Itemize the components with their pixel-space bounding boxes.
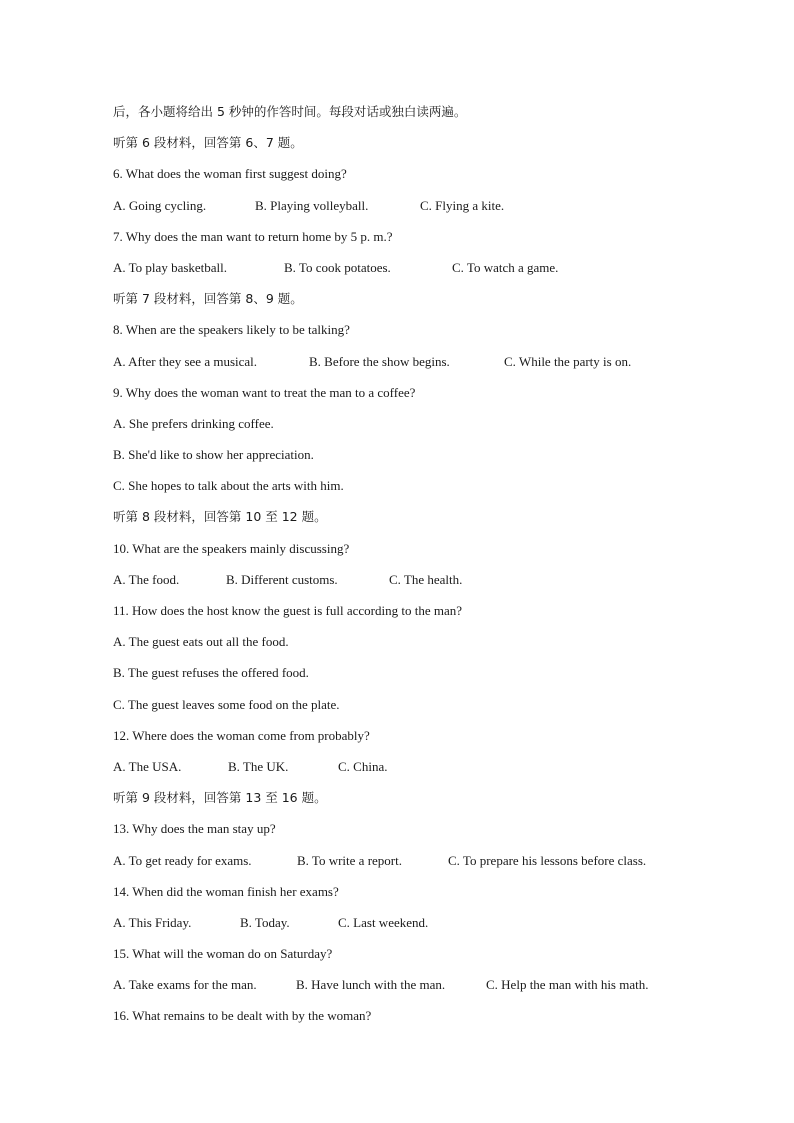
- option-c: C. While the party is on.: [504, 353, 632, 369]
- question-9: 9. Why does the woman want to treat the man to a coffee?: [113, 384, 416, 400]
- option-a: A. After they see a musical.: [113, 353, 258, 369]
- options-q6: [113, 196, 733, 227]
- option-a: A. This Friday.: [113, 914, 192, 930]
- options-q8: [113, 352, 733, 383]
- options-q10: [113, 570, 733, 601]
- options-q12: [113, 757, 733, 788]
- option-c: C. To watch a game.: [452, 259, 559, 275]
- section-header: 听第 6 段材料，回答第 6、7 题。: [113, 135, 303, 151]
- listening-section: [113, 102, 733, 1038]
- question-14: 14. When did the woman finish her exams?: [113, 883, 339, 899]
- question-10: 10. What are the speakers mainly discussing?: [113, 540, 350, 556]
- option-b: B. Different customs.: [226, 571, 338, 587]
- question-12: 12. Where does the woman come from probably?: [113, 727, 370, 743]
- option-c: C. Last weekend.: [338, 914, 429, 930]
- instructions-text: 后，各小题将给出 5 秒钟的作答时间。每段对话或独白读两遍。: [113, 104, 467, 119]
- option-c: C. She hopes to talk about the arts with him.: [113, 478, 344, 494]
- question-6: 6. What does the woman first suggest doing?: [113, 166, 347, 182]
- option-a: A. She prefers drinking coffee.: [113, 415, 274, 431]
- question-11: 11. How does the host know the guest is full according to the man?: [113, 603, 463, 618]
- options-q7: [113, 258, 733, 289]
- option-a: A. To get ready for exams.: [113, 852, 252, 868]
- section-header: 听第 7 段材料，回答第 8、9 题。: [113, 291, 303, 307]
- option-c: C. Help the man with his math.: [486, 977, 649, 993]
- option-b: B. The guest refuses the offered food.: [113, 665, 309, 681]
- options-q14: [113, 913, 733, 944]
- option-b: B. Before the show begins.: [309, 353, 450, 369]
- question-8: 8. When are the speakers likely to be talking?: [113, 322, 350, 338]
- option-a: A. The guest eats out all the food.: [113, 634, 289, 650]
- section-header: 听第 8 段材料，回答第 10 至 12 题。: [113, 509, 327, 525]
- option-b: B. To cook potatoes.: [284, 259, 391, 275]
- option-b: B. Have lunch with the man.: [296, 977, 446, 993]
- option-b: B. The UK.: [228, 758, 289, 774]
- option-b: B. She'd like to show her appreciation.: [113, 447, 314, 463]
- option-b: B. Playing volleyball.: [255, 197, 369, 213]
- options-q13: [113, 851, 733, 882]
- option-a: A. The food.: [113, 571, 180, 587]
- options-q15: [113, 975, 733, 1006]
- option-c: C. Flying a kite.: [420, 197, 505, 213]
- option-c: C. The guest leaves some food on the plate.: [113, 696, 340, 712]
- question-16: 16. What remains to be dealt with by the woman?: [113, 1008, 372, 1024]
- question-7: 7. Why does the man want to return home by 5 p. m.?: [113, 228, 393, 244]
- option-c: C. China.: [338, 758, 388, 774]
- question-13: 13. Why does the man stay up?: [113, 821, 276, 837]
- section-header: 听第 9 段材料，回答第 13 至 16 题。: [113, 790, 327, 806]
- option-a: A. The USA.: [113, 758, 182, 774]
- option-c: C. The health.: [389, 571, 463, 587]
- option-a: A. Take exams for the man.: [113, 977, 257, 993]
- question-15: 15. What will the woman do on Saturday?: [113, 946, 333, 962]
- option-b: B. To write a report.: [297, 852, 402, 868]
- option-c: C. To prepare his lessons before class.: [448, 852, 647, 868]
- option-a: A. Going cycling.: [113, 197, 207, 213]
- option-a: A. To play basketball.: [113, 259, 228, 275]
- option-b: B. Today.: [240, 914, 290, 930]
